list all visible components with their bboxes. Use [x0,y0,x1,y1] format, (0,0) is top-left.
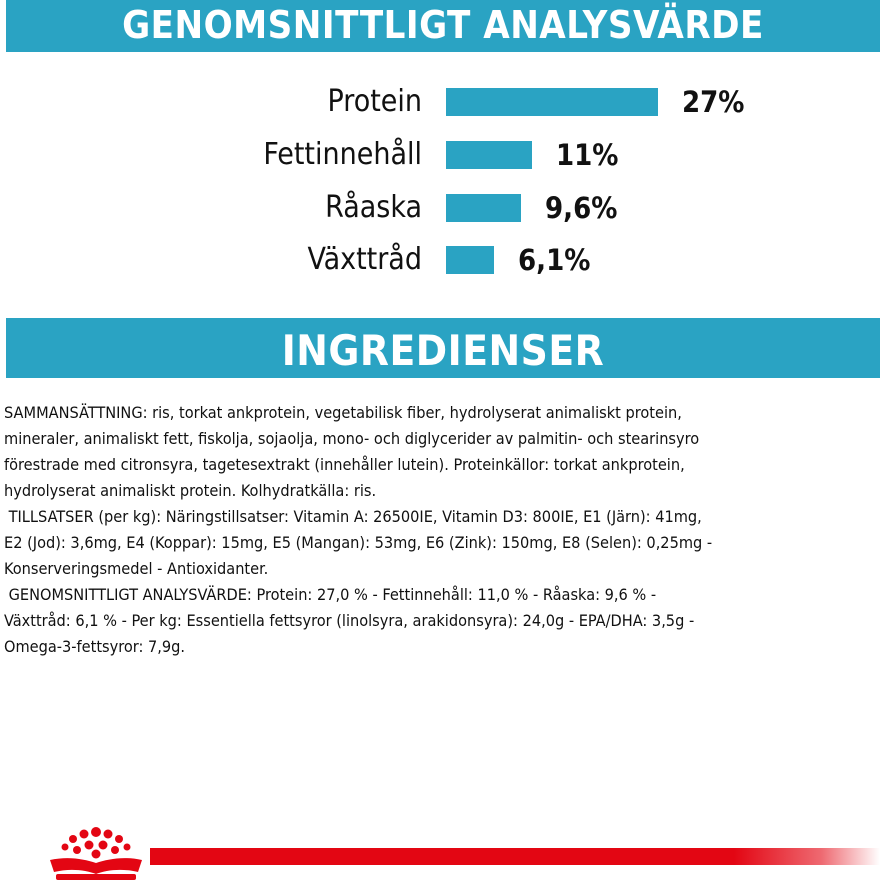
nutrient-value: 9,6% [545,191,618,225]
nutrient-value: 6,1% [518,243,591,277]
nutrient-row-fat [0,135,880,175]
analysis-paragraph: GENOMSNITTLIGT ANALYSVÄRDE: Protein: 27,0 % - Fettinnehåll: 11,0 % - Råaska: 9,6 % - Växttråd: 6,1 % - Per kg: Essentiella fettsyror (linolsyra, arakidonsyra): 24,0g - EPA/DHA: 3,5g - Omega-3-fettsyror: 7,9g. [4,585,695,656]
nutrient-row-ash [0,188,880,228]
nutrient-chart [0,76,880,296]
nutrient-label: Råaska [325,190,422,225]
brand-stripe [150,848,880,865]
ingredients-heading: INGREDIENSER [281,326,605,375]
ingredients-text [4,400,880,660]
nutrient-value: 27% [682,85,745,119]
nutrient-label: Växttråd [307,242,422,277]
crown-icon [44,826,148,882]
nutrient-value: 11% [556,138,619,172]
composition-paragraph: SAMMANSÄTTNING: ris, torkat ankprotein, vegetabilisk fiber, hydrolyserat animaliskt protein, mineraler, animaliskt fett, fiskolja, sojaolja, mono- och diglycerider av palmitin- och stearinsyro förestrade med citronsyra, tagetesextrakt (innehåller lutein). Proteinkällor: torkat ankprotein, hydrolyserat animaliskt protein. Kolhydratkälla: ris. [4,403,700,500]
additives-paragraph: TILLSATSER (per kg): Näringstillsatser: Vitamin A: 26500IE, Vitamin D3: 800IE, E1 (Järn): 41mg, E2 (Jod): 3,6mg, E4 (Koppar): 15mg, E5 (Mangan): 53mg, E6 (Zink): 150mg, E8 (Selen): 0,25mg - Konserveringsmedel - Antioxidanter. [4,507,713,578]
nutrient-bar [446,246,494,274]
analysis-heading: GENOMSNITTLIGT ANALYSVÄRDE [122,3,764,47]
ingredients-heading-banner [6,318,880,378]
nutrient-bar [446,194,521,222]
nutrient-row-protein [0,82,880,122]
analysis-heading-banner [6,0,880,52]
nutrient-bar [446,88,658,116]
nutrient-label: Protein [327,84,422,119]
nutrient-row-fiber [0,240,880,280]
nutrient-label: Fettinnehåll [263,137,422,172]
nutrient-bar [446,141,532,169]
